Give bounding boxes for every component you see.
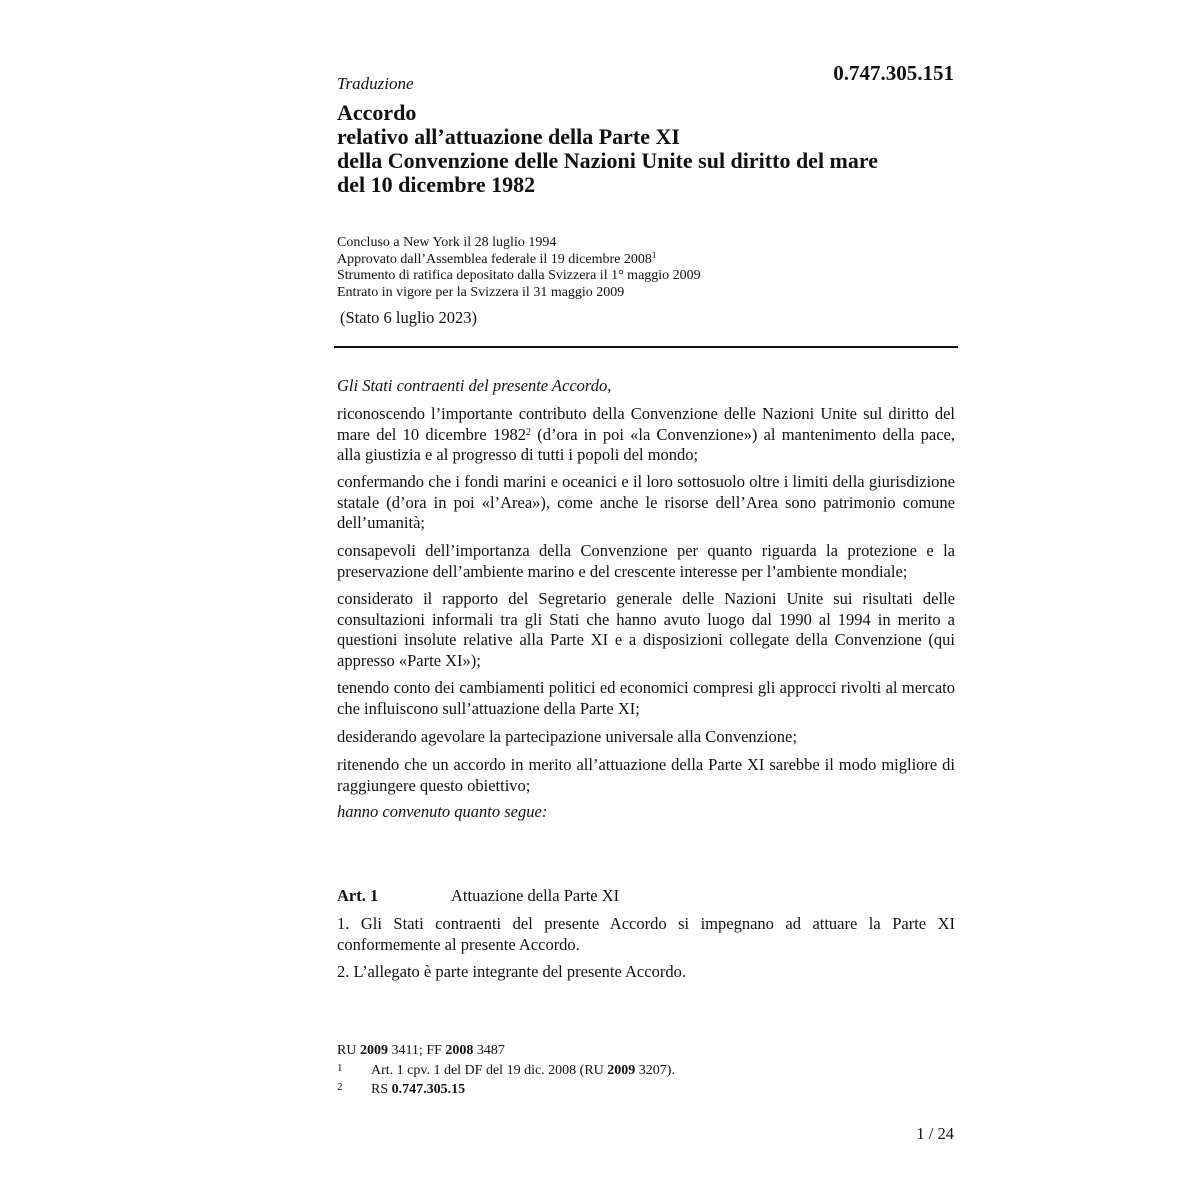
preamble-paragraph-2: confermando che i fondi marini e oceanici e il loro sottosuolo oltre i limiti della giurisdizione statale (d’ora in poi «l’Area»), come anche le risorse dell’Area sono patrimonio comune dell’umanità; <box>337 472 955 532</box>
title-line-3: della Convenzione delle Nazioni Unite sul diritto del mare <box>337 148 879 173</box>
footnote-1-text-b: 3207). <box>635 1062 675 1078</box>
page-number: 1 / 24 <box>916 1124 954 1143</box>
article-1-paragraph-2: 2. L’allegato è parte integrante del presente Accordo. <box>337 962 686 981</box>
footnote-1-text-a: Art. 1 cpv. 1 del DF del 19 dic. 2008 (RU <box>371 1062 608 1078</box>
metadata-block <box>337 235 701 301</box>
status-date: (Stato 6 luglio 2023) <box>340 308 478 327</box>
meta-ratification: Strumento di ratifica depositato dalla Svizzera il 1° maggio 2009 <box>337 268 701 283</box>
title-line-2: relativo all’attuazione della Parte XI <box>337 124 680 149</box>
ref-ff-page: 3487 <box>473 1043 505 1058</box>
preamble-closing: hanno convenuto quanto segue: <box>337 802 548 821</box>
footnote-2-ref[interactable]: 0.747.305.15 <box>391 1082 466 1097</box>
title-line-1: Accordo <box>337 100 417 125</box>
article-1-paragraph-1: 1. Gli Stati contraenti del presente Accordo si impegnano ad attuare la Parte XI conformemente al presente Accordo. <box>337 914 955 954</box>
preamble-paragraph-6: desiderando agevolare la partecipazione universale alla Convenzione; <box>337 727 797 746</box>
translation-label: Traduzione <box>337 74 414 93</box>
document-title <box>337 101 977 197</box>
preamble-paragraph-5: tenendo conto dei cambiamenti politici ed economici compresi gli approcci rivolti al mercato che influiscono sull’attuazione della Parte XI; <box>337 678 955 718</box>
ref-ru-label: RU <box>337 1043 360 1058</box>
footnote-1-mark: 1 <box>337 1061 343 1074</box>
title-line-4: del 10 dicembre 1982 <box>337 172 536 197</box>
footnote-1 <box>337 1060 675 1080</box>
meta-approved: Approvato dall’Assemblea federale il 19 dicembre 2008 <box>337 251 652 267</box>
preamble-paragraph-3: consapevoli dell’importanza della Convenzione per quanto riguarda la protezione e la preservazione dell’ambiente marino e del crescente interesse per l’ambiente mondiale; <box>337 541 955 581</box>
ref-ru-page: 3411; FF <box>387 1043 446 1058</box>
footnote-2 <box>337 1079 675 1099</box>
preamble-paragraph-7: ritenendo che un accordo in merito all’attuazione della Parte XI sarebbe il modo migliore di raggiungere questo obiettivo; <box>337 755 955 795</box>
preamble-p1-text-a: riconoscendo l’importante contributo della Convenzione delle Nazioni Unite sul diritto del mare del 10 dicembre 1982 <box>337 404 955 444</box>
footnote-1-year: 2009 <box>607 1062 636 1078</box>
header-divider <box>334 346 958 348</box>
footnote-ref-1[interactable]: 1 <box>651 249 657 260</box>
article-1-title: Attuazione della Parte XI <box>451 886 620 905</box>
article-1-number: Art. 1 <box>337 886 379 905</box>
preamble-paragraph-4: considerato il rapporto del Segretario generale delle Nazioni Unite sui risultati delle consultazioni informali tra gli Stati che hanno avuto luogo dal 1990 al 1994 in merito a questioni insolute relative alla Parte XI e a disposizioni collegate della Convenzione (qui appresso «Parte XI»); <box>337 589 955 670</box>
footnote-2-mark: 2 <box>337 1081 343 1093</box>
meta-in-force: Entrato in vigore per la Svizzera il 31 maggio 2009 <box>337 284 625 300</box>
footnote-2-text-a: RS <box>371 1082 392 1097</box>
meta-concluded: Concluso a New York il 28 luglio 1994 <box>337 235 557 250</box>
footnote-ref-2[interactable]: 2 <box>525 426 531 438</box>
publication-reference <box>337 1043 675 1060</box>
article-1-heading <box>337 886 955 906</box>
preamble-p1-text-b: (d’ora in poi «la Convenzione») al mantenimento della pace, alla giustizia e al progresso di tutti i popoli del mondo; <box>337 424 955 464</box>
sr-number: 0.747.305.151 <box>833 61 954 85</box>
footnotes-block <box>337 1043 675 1099</box>
meta-approved-line <box>337 249 701 269</box>
ref-ff-year: 2008 <box>445 1043 474 1058</box>
ref-ru-year: 2009 <box>359 1043 388 1058</box>
preamble-intro: Gli Stati contraenti del presente Accordo, <box>337 376 612 395</box>
preamble-paragraph-1 <box>337 404 955 466</box>
